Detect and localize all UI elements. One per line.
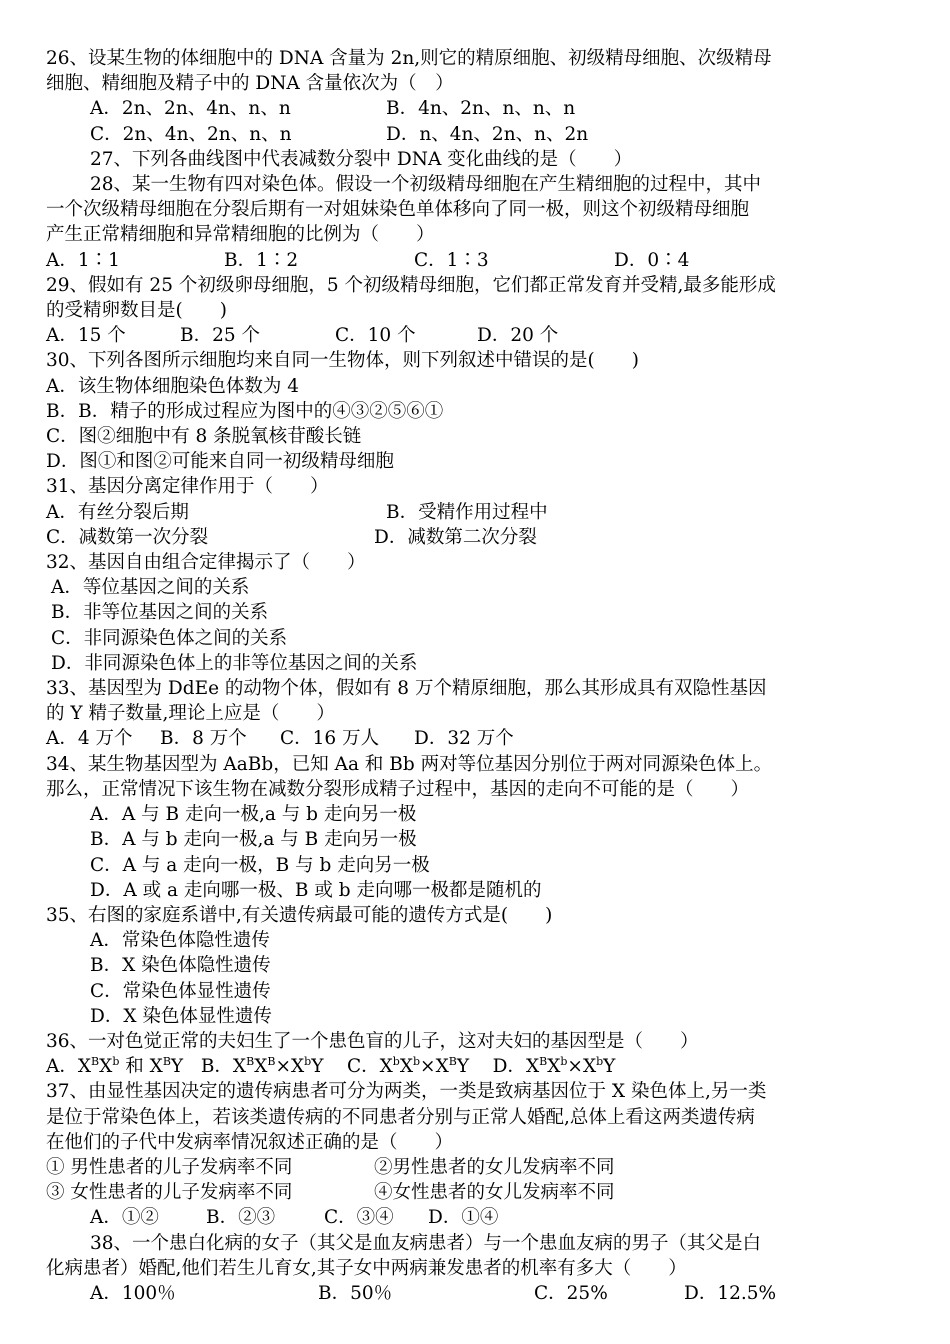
q37-statement-3: ③ 女性患者的儿子发病率不同 [46,1182,293,1204]
q34-option-a: A．A 与 B 走向一极,a 与 b 走向另一极 [90,804,417,826]
q38-stem-line1: 38、一个患白化病的女子（其父是血友病患者）与一个患血友病的男子（其父是白 [90,1232,762,1254]
q37-statement-2: ②男性患者的女儿发病率不同 [374,1156,615,1178]
q37-option-b: B．②③ [206,1207,276,1229]
q34-option-b: B．A 与 b 走向一极,a 与 B 走向另一极 [90,829,417,851]
q37-option-c: C．③④ [324,1207,394,1229]
q30-stem: 30、下列各图所示细胞均来自同一生物体，则下列叙述中错误的是( ) [46,350,639,372]
q31-option-c: C．减数第一次分裂 [46,526,209,548]
q36-stem: 36、一对色觉正常的夫妇生了一个患色盲的儿子，这对夫妇的基因型是（ ） [46,1030,699,1052]
exam-page [46,46,908,1306]
q34-stem-line1: 34、某生物基因型为 AaBb，已知 Aa 和 Bb 两对等位基因分别位于两对同源染色体上。 [46,753,773,775]
q37-statement-1: ① 男性患者的儿子发病率不同 [46,1156,293,1178]
q34-stem-line2: 那么，正常情况下该生物在减数分裂形成精子过程中，基因的走向不可能的是（ ） [46,778,750,800]
q33-stem-line2: 的 Y 精子数量,理论上应是（ ） [46,703,335,725]
q35-stem: 35、右图的家庭系谱中,有关遗传病最可能的遗传方式是( ) [46,904,553,926]
q36-option-d: D．$X^BX^b\times X^bY$ [492,1055,616,1078]
q33-options [46,726,908,751]
q31-option-d: D．减数第二次分裂 [374,526,537,548]
q37-stem-line3: 在他们的子代中发病率情况叙述正确的是（ ） [46,1131,454,1153]
q33-option-d: D．32 万个 [414,728,514,750]
q37-statements-row2 [46,1180,908,1205]
q26-options-row2 [46,122,908,147]
q28-stem-line2: 一个次级精母细胞在分裂后期有一对姐妹染色单体移向了同一极，则这个初级精母细胞 [46,199,750,221]
q30-option-b: B．B．精子的形成过程应为图中的④③②⑤⑥① [46,400,444,422]
q26-option-b: B．4n、2n、n、n、n [386,98,576,120]
q28-option-d: D．0∶4 [614,249,690,271]
q31-option-b: B．受精作用过程中 [386,501,548,523]
q26-stem-line2: 细胞、精细胞及精子中的 DNA 含量依次为（ ） [46,73,454,95]
q32-option-c: C．非同源染色体之间的关系 [51,627,288,649]
q28-option-a: A．1∶1 [46,249,120,271]
q38-option-a: A．100％ [90,1282,176,1304]
q30-option-a: A．该生物体细胞染色体数为 4 [46,375,300,397]
q37-stem-line1: 37、由显性基因决定的遗传病患者可分为两类，一类是致病基因位于 X 染色体上,另一类 [46,1081,767,1103]
q26-stem-line1: 26、设某生物的体细胞中的 DNA 含量为 2n,则它的精原细胞、初级精母细胞、次级精母 [46,48,772,69]
q26-option-c: C．2n、4n、2n、n、n [90,123,292,145]
q28-stem-line3: 产生正常精细胞和异常精细胞的比例为（ ） [46,224,435,246]
q29-stem-line1: 29、假如有 25 个初级卵母细胞，5 个初级精母细胞，它们都正常发育并受精,最多能形成 [46,274,776,296]
q35-option-c: C．常染色体显性遗传 [90,980,271,1002]
q29-option-b: B．25 个 [180,325,261,347]
q33-option-b: B．8 万个 [160,728,247,750]
q26-option-d: D．n、4n、2n、n、2n [386,123,589,145]
q28-option-c: C．1∶3 [414,249,489,271]
q38-options [46,1281,908,1306]
q31-options-row2 [46,525,908,550]
q36-option-b: B．$X^BX^B\times X^bY$ [200,1055,324,1078]
q30-option-c: C．图②细胞中有 8 条脱氧核苷酸长链 [46,426,362,448]
q38-option-b: B．50％ [318,1282,393,1304]
q38-stem-line2: 化病患者）婚配,他们若生儿育女,其子女中两病兼发患者的机率有多大（ ） [46,1257,687,1279]
q32-option-b: B．非等位基因之间的关系 [51,602,269,624]
q29-options [46,323,908,348]
q37-statements-row1 [46,1155,908,1180]
q29-stem-line2: 的受精卵数目是( ) [46,300,227,322]
q26-options-row1 [46,96,908,121]
q34-option-c: C．A 与 a 走向一极，B 与 b 走向另一极 [90,854,430,876]
q26-option-a: A．2n、2n、4n、n、n [90,98,291,120]
q37-stem-line2: 是位于常染色体上，若该类遗传病的不同患者分别与正常人婚配,总体上看这两类遗传病 [46,1106,755,1128]
q33-option-a: A．4 万个 [46,728,133,750]
q37-options [46,1205,908,1230]
q32-option-d: D．非同源染色体上的非等位基因之间的关系 [51,652,418,674]
q36-options [46,1054,908,1079]
q38-option-d: D．12.5% [684,1282,777,1304]
q28-options [46,248,908,273]
q29-option-a: A．15 个 [46,325,126,347]
q38-option-c: C．25% [534,1282,608,1304]
q36-option-a: A．$X^BX^b$ 和 $X^BY$ [46,1055,184,1078]
q30-option-d: D．图①和图②可能来自同一初级精母细胞 [46,451,394,473]
q35-option-a: A．常染色体隐性遗传 [90,930,270,952]
q31-options-row1 [46,500,908,525]
q36-option-c: C．$X^bX^b\times X^BY$ [346,1055,470,1078]
q37-option-d: D．①④ [428,1207,499,1229]
q27-stem: 27、下列各曲线图中代表减数分裂中 DNA 变化曲线的是（ ） [90,148,633,170]
q32-option-a: A．等位基因之间的关系 [51,577,250,599]
q37-statement-4: ④女性患者的女儿发病率不同 [374,1182,615,1204]
q34-option-d: D．A 或 a 走向哪一极、B 或 b 走向哪一极都是随机的 [90,879,542,901]
q32-stem: 32、基因自由组合定律揭示了（ ） [46,552,366,574]
q35-option-d: D．X 染色体显性遗传 [90,1005,272,1027]
q33-option-c: C．16 万人 [280,728,380,750]
q31-option-a: A．有丝分裂后期 [46,501,189,523]
q29-option-d: D．20 个 [477,325,559,347]
q28-option-b: B．1∶2 [224,249,299,271]
q35-option-b: B．X 染色体隐性遗传 [90,955,271,977]
q28-stem-line1: 28、某一生物有四对染色体。假设一个初级精母细胞在产生精细胞的过程中，其中 [90,174,762,196]
q29-option-c: C．10 个 [335,325,416,347]
q33-stem-line1: 33、基因型为 DdEe 的动物个体，假如有 8 万个精原细胞，那么其形成具有双隐性基因 [46,678,767,700]
q37-option-a: A．①② [90,1207,159,1229]
q31-stem: 31、基因分离定律作用于（ ） [46,476,329,498]
